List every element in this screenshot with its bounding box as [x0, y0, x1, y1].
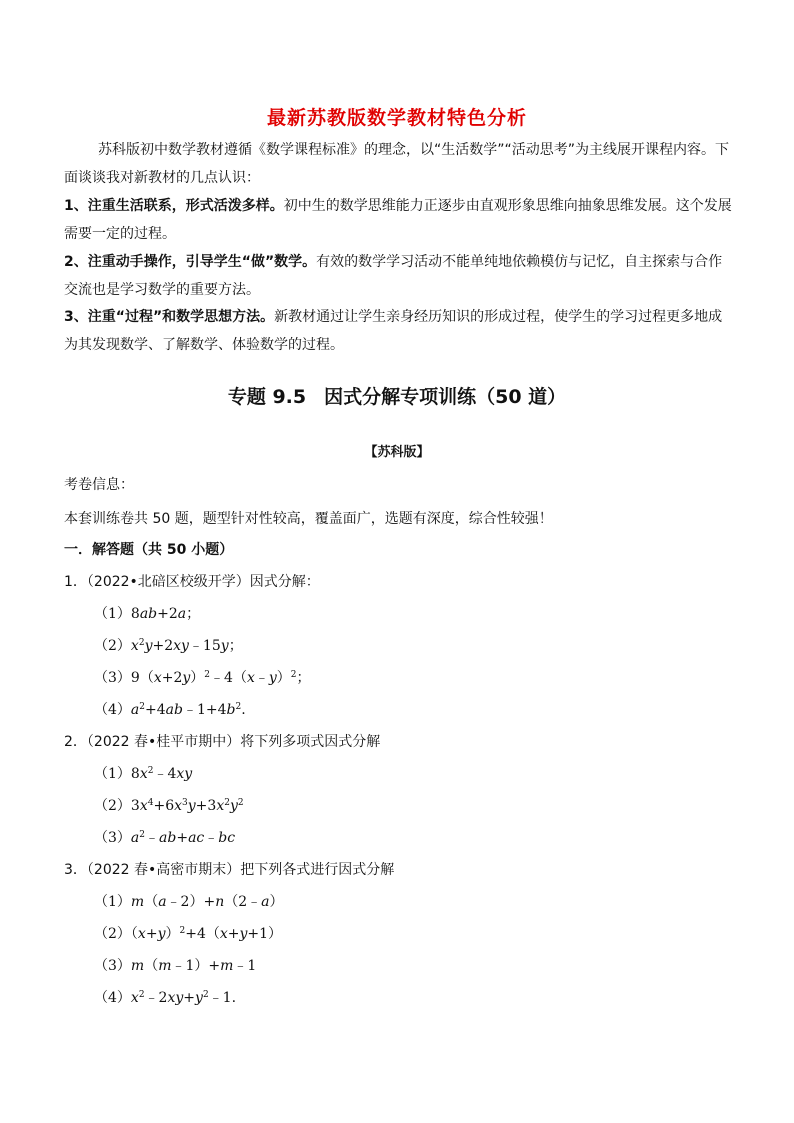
- topic-prefix: 专题 9.5: [227, 386, 307, 408]
- q3-item-4: $(4)x^2﹣2xy+y^2﹣1$.: [94, 990, 237, 1006]
- point-3: [64, 303, 734, 359]
- topic-title: [0, 382, 794, 409]
- q1-item-1: （1）8ab+2a；: [94, 606, 201, 622]
- section-heading: 一．解答题（共 50 小题）: [64, 542, 234, 558]
- topic-name: 因式分解专项训练（50 道）: [324, 386, 567, 408]
- point-3-lead: 3、注重“过程”和数学思想方法。: [64, 309, 275, 325]
- q1-item-3: $(3)9(x+2y)^2﹣4(x﹣y)^2$；: [94, 670, 311, 686]
- point-2: [64, 248, 734, 304]
- question-2-stem: 2．（2022 春•桂平市期中）将下列多项式因式分解: [64, 734, 381, 750]
- question-1-stem: 1．（2022•北碚区校级开学）因式分解：: [64, 574, 320, 590]
- info-text: 本套训练卷共 50 题，题型针对性较高，覆盖面广，选题有深度，综合性较强！: [64, 511, 553, 527]
- point-1: [64, 192, 734, 248]
- point-2-text: 有效的数学学习活动不能单纯地依赖模仿与记忆，自主探索与合作交流也是学习数学的重要方法。: [64, 254, 723, 298]
- point-2-lead: 2、注重动手操作，引导学生“做”数学。: [64, 254, 317, 270]
- q2-item-3: $(3)a^2﹣ab+ac﹣bc$: [94, 830, 236, 846]
- point-1-text: 初中生的数学思维能力正逐步由直观形象思维向抽象思维发展。这个发展需要一定的过程。: [64, 198, 732, 242]
- point-1-lead: 1、注重生活联系，形式活泼多样。: [64, 198, 284, 214]
- q2-item-2: $(2)3x^4+6x^3y+3x^2y^2$: [94, 798, 244, 814]
- q1-item-4: $(4)a^2+4ab﹣1+4b^2$.: [94, 702, 246, 718]
- edition-label: 【苏科版】: [364, 445, 430, 460]
- q3-item-1: （1）m（a﹣2）+n（2﹣a）: [94, 894, 284, 910]
- intro-paragraph: 苏科版初中数学教材遵循《数学课程标准》的理念，以“生活数学”“活动思考”为主线展开课程内容。下面谈谈我对新教材的几点认识：: [64, 142, 730, 186]
- q3-item-2: $(2)(x+y)^2+4(x+y+1)$: [94, 926, 283, 942]
- q1-item-2: $(2)x^2y+2xy﹣15y$；: [94, 638, 243, 654]
- point-3-text: 新教材通过让学生亲身经历知识的形成过程，使学生的学习过程更多地成为其发现数学、了解数学、体验数学的过程。: [64, 309, 723, 353]
- document-title: 最新苏教版数学教材特色分析: [266, 107, 527, 129]
- question-3-stem: 3．（2022 春•高密市期末）把下列各式进行因式分解: [64, 862, 395, 878]
- info-label: 考卷信息：: [64, 477, 134, 493]
- q2-item-1: $(1)8x^2﹣4xy$: [94, 766, 193, 782]
- q3-item-3: （3）m（m﹣1）+m﹣1: [94, 958, 257, 974]
